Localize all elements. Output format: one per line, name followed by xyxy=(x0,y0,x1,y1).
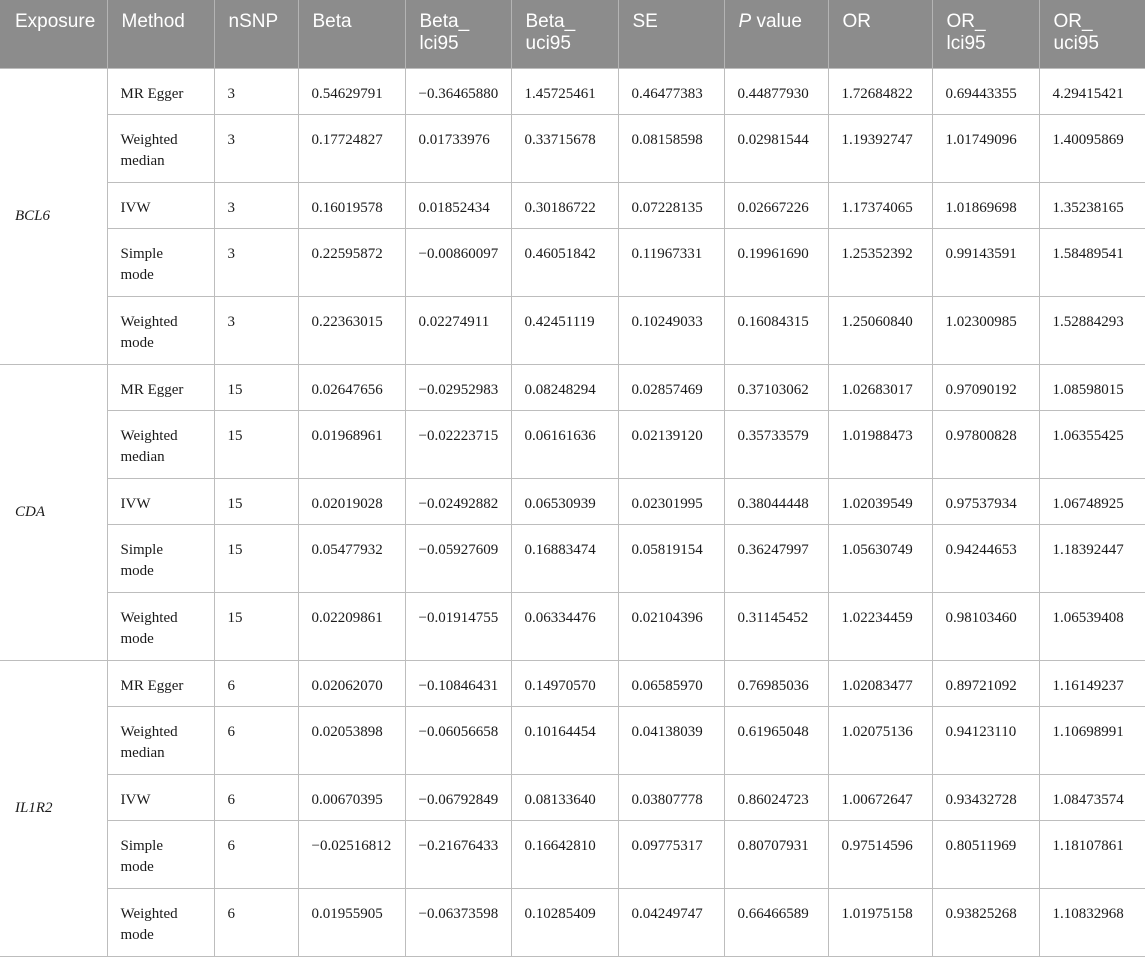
value-cell: 0.10249033 xyxy=(618,296,724,364)
column-header-text: lci95 xyxy=(419,33,459,54)
value-cell: 15 xyxy=(214,592,298,660)
value-cell: 0.33715678 xyxy=(511,114,618,182)
value-cell: 0.09775317 xyxy=(618,820,724,888)
value-cell: 0.02019028 xyxy=(298,478,405,524)
value-cell: 0.42451119 xyxy=(511,296,618,364)
column-header-text: OR xyxy=(842,11,871,32)
method-text: Weighted xyxy=(120,905,178,922)
value-cell: 0.02274911 xyxy=(405,296,511,364)
value-cell: 1.02039549 xyxy=(828,478,932,524)
value-cell: 1.06355425 xyxy=(1039,410,1145,478)
column-header-text: uci95 xyxy=(525,33,571,54)
method-cell xyxy=(107,820,214,888)
value-cell: −0.21676433 xyxy=(405,820,511,888)
method-cell xyxy=(107,410,214,478)
value-cell: 0.16019578 xyxy=(298,182,405,228)
value-cell: 0.98103460 xyxy=(932,592,1039,660)
column-header-text: P xyxy=(738,11,752,32)
value-cell: 0.30186722 xyxy=(511,182,618,228)
table-header xyxy=(0,0,1145,68)
value-cell: 1.45725461 xyxy=(511,68,618,114)
value-cell: 6 xyxy=(214,660,298,706)
value-cell: 1.19392747 xyxy=(828,114,932,182)
column-header xyxy=(828,0,932,68)
value-cell: 1.16149237 xyxy=(1039,660,1145,706)
value-cell: 1.35238165 xyxy=(1039,182,1145,228)
method-text: MR Egger xyxy=(120,85,184,102)
value-cell: 0.46051842 xyxy=(511,228,618,296)
value-cell: 0.22595872 xyxy=(298,228,405,296)
column-header xyxy=(214,0,298,68)
column-header xyxy=(618,0,724,68)
value-cell: 1.01869698 xyxy=(932,182,1039,228)
value-cell: 0.06334476 xyxy=(511,592,618,660)
method-cell xyxy=(107,68,214,114)
table-row xyxy=(0,228,1145,296)
value-cell: 0.76985036 xyxy=(724,660,828,706)
value-cell: 0.05477932 xyxy=(298,524,405,592)
method-text: mode xyxy=(120,562,154,579)
method-cell xyxy=(107,478,214,524)
value-cell: 1.08598015 xyxy=(1039,364,1145,410)
value-cell: 0.17724827 xyxy=(298,114,405,182)
value-cell: 0.86024723 xyxy=(724,774,828,820)
value-cell: 1.18107861 xyxy=(1039,820,1145,888)
value-cell: 0.89721092 xyxy=(932,660,1039,706)
value-cell: 1.00672647 xyxy=(828,774,932,820)
column-header xyxy=(107,0,214,68)
column-header xyxy=(405,0,511,68)
value-cell: −0.06373598 xyxy=(405,888,511,956)
column-header-text: Beta_ xyxy=(525,11,576,32)
column-header-text: lci95 xyxy=(946,33,986,54)
value-cell: 0.11967331 xyxy=(618,228,724,296)
value-cell: 3 xyxy=(214,228,298,296)
value-cell: 1.06748925 xyxy=(1039,478,1145,524)
value-cell: 15 xyxy=(214,410,298,478)
value-cell: 0.61965048 xyxy=(724,706,828,774)
method-text: Simple xyxy=(120,837,164,854)
column-header-text: Beta_ xyxy=(419,11,470,32)
value-cell: 0.02667226 xyxy=(724,182,828,228)
value-cell: 0.14970570 xyxy=(511,660,618,706)
table-row xyxy=(0,592,1145,660)
value-cell: 0.93432728 xyxy=(932,774,1039,820)
column-header-text: OR_ xyxy=(946,11,986,32)
method-text: mode xyxy=(120,926,154,943)
value-cell: 0.02981544 xyxy=(724,114,828,182)
value-cell: 1.01749096 xyxy=(932,114,1039,182)
column-header xyxy=(932,0,1039,68)
value-cell: 0.16084315 xyxy=(724,296,828,364)
value-cell: −0.01914755 xyxy=(405,592,511,660)
value-cell: 1.25352392 xyxy=(828,228,932,296)
column-header xyxy=(298,0,405,68)
value-cell: 0.80707931 xyxy=(724,820,828,888)
method-text: Weighted xyxy=(120,131,178,148)
value-cell: 0.97537934 xyxy=(932,478,1039,524)
value-cell: −0.02952983 xyxy=(405,364,511,410)
value-cell: 0.02857469 xyxy=(618,364,724,410)
table-row xyxy=(0,68,1145,114)
value-cell: 0.36247997 xyxy=(724,524,828,592)
method-text: median xyxy=(120,744,165,761)
value-cell: 3 xyxy=(214,68,298,114)
column-header-text: OR_ xyxy=(1053,11,1093,32)
value-cell: −0.02492882 xyxy=(405,478,511,524)
value-cell: 1.17374065 xyxy=(828,182,932,228)
value-cell: 0.01955905 xyxy=(298,888,405,956)
value-cell: 15 xyxy=(214,364,298,410)
table-row xyxy=(0,114,1145,182)
value-cell: 0.10164454 xyxy=(511,706,618,774)
table-row xyxy=(0,296,1145,364)
table-row xyxy=(0,706,1145,774)
value-cell: 0.94244653 xyxy=(932,524,1039,592)
value-cell: 0.66466589 xyxy=(724,888,828,956)
value-cell: 6 xyxy=(214,706,298,774)
method-text: Weighted xyxy=(120,609,178,626)
value-cell: 0.97800828 xyxy=(932,410,1039,478)
value-cell: −0.05927609 xyxy=(405,524,511,592)
value-cell: 0.31145452 xyxy=(724,592,828,660)
header-row xyxy=(0,0,1145,68)
method-cell xyxy=(107,592,214,660)
value-cell: 1.40095869 xyxy=(1039,114,1145,182)
value-cell: −0.02516812 xyxy=(298,820,405,888)
method-text: Weighted xyxy=(120,313,178,330)
value-cell: 0.05819154 xyxy=(618,524,724,592)
value-cell: 3 xyxy=(214,114,298,182)
method-text: MR Egger xyxy=(120,381,184,398)
exposure-cell: IL1R2 xyxy=(0,660,107,956)
value-cell: 0.01852434 xyxy=(405,182,511,228)
value-cell: 0.06585970 xyxy=(618,660,724,706)
value-cell: 0.02053898 xyxy=(298,706,405,774)
column-header xyxy=(511,0,618,68)
value-cell: −0.02223715 xyxy=(405,410,511,478)
table-row xyxy=(0,820,1145,888)
value-cell: 0.08133640 xyxy=(511,774,618,820)
value-cell: −0.06056658 xyxy=(405,706,511,774)
value-cell: 15 xyxy=(214,478,298,524)
value-cell: 0.04249747 xyxy=(618,888,724,956)
value-cell: 6 xyxy=(214,774,298,820)
column-header-text: value xyxy=(751,11,802,32)
value-cell: 0.16642810 xyxy=(511,820,618,888)
value-cell: 1.10832968 xyxy=(1039,888,1145,956)
value-cell: 0.02209861 xyxy=(298,592,405,660)
method-text: Simple xyxy=(120,245,164,262)
value-cell: 1.25060840 xyxy=(828,296,932,364)
value-cell: 1.05630749 xyxy=(828,524,932,592)
value-cell: 0.04138039 xyxy=(618,706,724,774)
column-header xyxy=(0,0,107,68)
table-body xyxy=(0,68,1145,956)
method-cell xyxy=(107,888,214,956)
method-text: IVW xyxy=(120,791,151,808)
value-cell: 0.37103062 xyxy=(724,364,828,410)
value-cell: 3 xyxy=(214,182,298,228)
value-cell: 0.54629791 xyxy=(298,68,405,114)
exposure-cell: BCL6 xyxy=(0,68,107,364)
value-cell: 1.08473574 xyxy=(1039,774,1145,820)
value-cell: 0.94123110 xyxy=(932,706,1039,774)
value-cell: 0.02062070 xyxy=(298,660,405,706)
value-cell: 0.97090192 xyxy=(932,364,1039,410)
value-cell: 0.22363015 xyxy=(298,296,405,364)
column-header-text: SE xyxy=(632,11,658,32)
method-cell xyxy=(107,182,214,228)
value-cell: 1.52884293 xyxy=(1039,296,1145,364)
table-row xyxy=(0,888,1145,956)
value-cell: 0.35733579 xyxy=(724,410,828,478)
table-row xyxy=(0,182,1145,228)
table-row xyxy=(0,364,1145,410)
value-cell: 0.08248294 xyxy=(511,364,618,410)
column-header-text: Beta xyxy=(312,11,352,32)
table-row xyxy=(0,774,1145,820)
method-text: mode xyxy=(120,334,154,351)
method-text: IVW xyxy=(120,199,151,216)
method-text: mode xyxy=(120,858,154,875)
value-cell: −0.36465880 xyxy=(405,68,511,114)
method-text: IVW xyxy=(120,495,151,512)
table-row xyxy=(0,410,1145,478)
value-cell: 6 xyxy=(214,888,298,956)
value-cell: −0.00860097 xyxy=(405,228,511,296)
method-text: Weighted xyxy=(120,723,178,740)
value-cell: 1.58489541 xyxy=(1039,228,1145,296)
value-cell: 1.18392447 xyxy=(1039,524,1145,592)
value-cell: 0.02301995 xyxy=(618,478,724,524)
value-cell: 0.97514596 xyxy=(828,820,932,888)
method-text: median xyxy=(120,152,165,169)
value-cell: 0.02104396 xyxy=(618,592,724,660)
value-cell: 1.02234459 xyxy=(828,592,932,660)
value-cell: 6 xyxy=(214,820,298,888)
table-row xyxy=(0,524,1145,592)
value-cell: 0.38044448 xyxy=(724,478,828,524)
value-cell: 0.19961690 xyxy=(724,228,828,296)
method-cell xyxy=(107,114,214,182)
method-cell xyxy=(107,660,214,706)
method-cell xyxy=(107,296,214,364)
method-cell xyxy=(107,364,214,410)
value-cell: 1.72684822 xyxy=(828,68,932,114)
value-cell: 0.02647656 xyxy=(298,364,405,410)
column-header-text: Method xyxy=(121,11,185,32)
method-text: MR Egger xyxy=(120,677,184,694)
column-header-text: nSNP xyxy=(228,11,279,32)
method-cell xyxy=(107,524,214,592)
method-text: mode xyxy=(120,630,154,647)
value-cell: 0.44877930 xyxy=(724,68,828,114)
value-cell: 0.10285409 xyxy=(511,888,618,956)
value-cell: 1.02300985 xyxy=(932,296,1039,364)
value-cell: 0.01968961 xyxy=(298,410,405,478)
value-cell: 0.93825268 xyxy=(932,888,1039,956)
value-cell: 1.01988473 xyxy=(828,410,932,478)
value-cell: −0.06792849 xyxy=(405,774,511,820)
value-cell: 0.69443355 xyxy=(932,68,1039,114)
value-cell: 0.46477383 xyxy=(618,68,724,114)
method-text: Weighted xyxy=(120,427,178,444)
column-header xyxy=(724,0,828,68)
value-cell: 1.02683017 xyxy=(828,364,932,410)
value-cell: 0.99143591 xyxy=(932,228,1039,296)
value-cell: 0.06161636 xyxy=(511,410,618,478)
value-cell: 1.02075136 xyxy=(828,706,932,774)
method-text: mode xyxy=(120,266,154,283)
method-cell xyxy=(107,228,214,296)
value-cell: 0.02139120 xyxy=(618,410,724,478)
value-cell: 0.00670395 xyxy=(298,774,405,820)
column-header-text: uci95 xyxy=(1053,33,1099,54)
value-cell: 0.07228135 xyxy=(618,182,724,228)
value-cell: 1.10698991 xyxy=(1039,706,1145,774)
value-cell: 1.06539408 xyxy=(1039,592,1145,660)
value-cell: 0.08158598 xyxy=(618,114,724,182)
exposure-cell: CDA xyxy=(0,364,107,660)
value-cell: 15 xyxy=(214,524,298,592)
method-cell xyxy=(107,774,214,820)
table-row xyxy=(0,478,1145,524)
value-cell: 0.01733976 xyxy=(405,114,511,182)
value-cell: 1.01975158 xyxy=(828,888,932,956)
value-cell: 0.06530939 xyxy=(511,478,618,524)
column-header-text: Exposure xyxy=(15,11,96,32)
value-cell: −0.10846431 xyxy=(405,660,511,706)
column-header xyxy=(1039,0,1145,68)
value-cell: 0.80511969 xyxy=(932,820,1039,888)
value-cell: 4.29415421 xyxy=(1039,68,1145,114)
value-cell: 3 xyxy=(214,296,298,364)
value-cell: 0.03807778 xyxy=(618,774,724,820)
value-cell: 1.02083477 xyxy=(828,660,932,706)
method-cell xyxy=(107,706,214,774)
value-cell: 0.16883474 xyxy=(511,524,618,592)
method-text: Simple xyxy=(120,541,164,558)
table-row xyxy=(0,660,1145,706)
method-text: median xyxy=(120,448,165,465)
